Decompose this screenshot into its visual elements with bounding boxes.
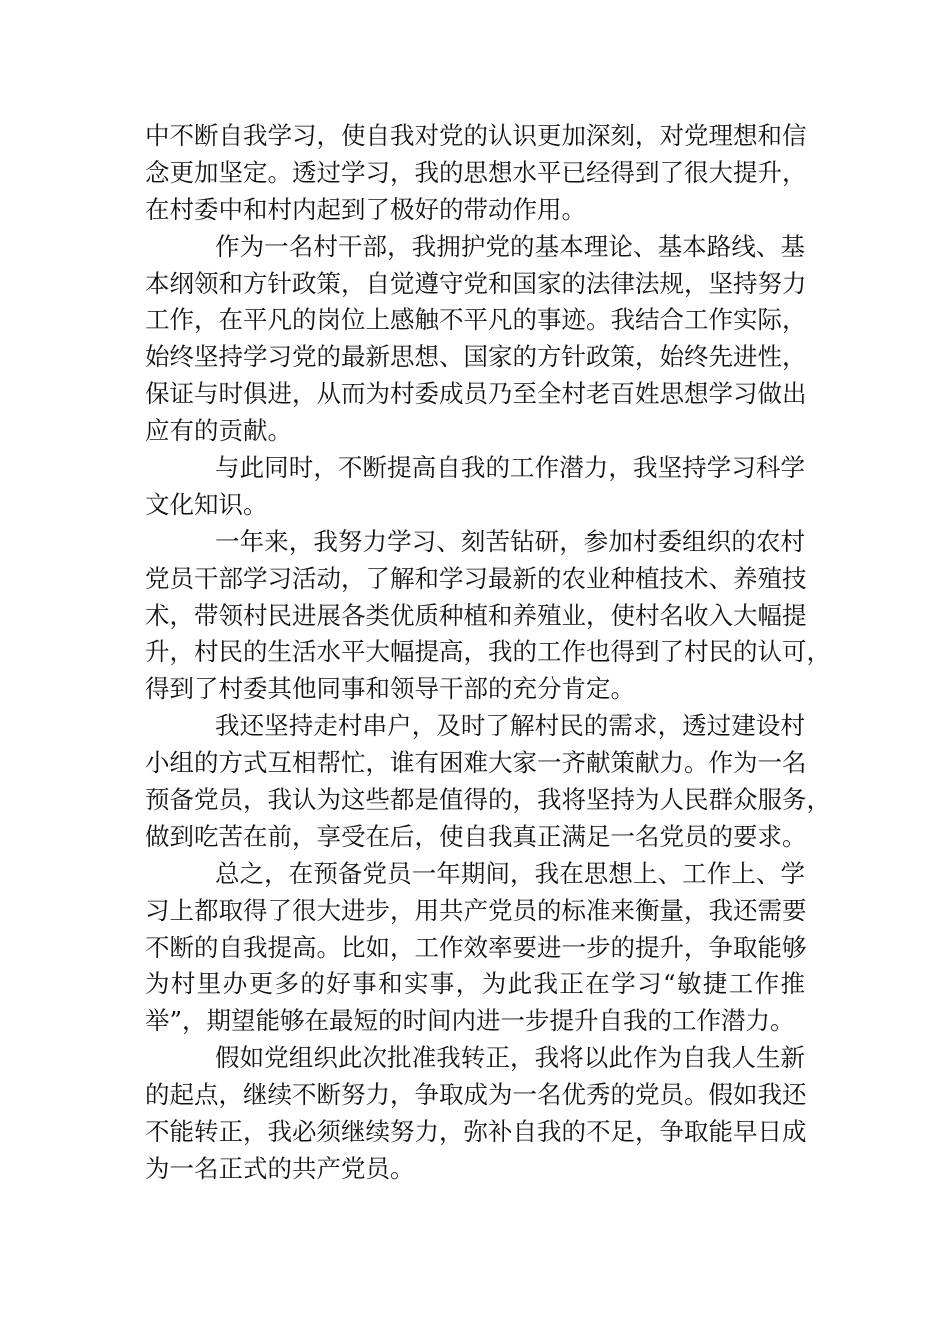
text-line: 假如党组织此次批准我转正，我将以此作为自我人生新	[215, 1043, 806, 1073]
text-line: 为村里办更多的好事和实事，为此我正在学习“敏捷工作推	[145, 969, 807, 999]
text-line: 与此同时，不断提高自我的工作潜力，我坚持学习科学	[215, 453, 806, 483]
paragraph	[145, 708, 831, 856]
text-line: 得到了村委其他同事和领导干部的充分肯定。	[145, 674, 635, 704]
text-line: 一年来，我努力学习、刻苦钻研，参加村委组织的农村	[215, 526, 806, 556]
text-line: 为一名正式的共产党员。	[145, 1153, 415, 1183]
text-line: 文化知识。	[145, 489, 268, 519]
text-line: 中不断自我学习，使自我对党的认识更加深刻，对党理想和信	[145, 121, 807, 150]
text-line: 念更加坚定。透过学习，我的思想水平已经得到了很大提升，	[145, 157, 807, 187]
text-line: 应有的贡献。	[145, 416, 292, 446]
text-line: 本纲领和方针政策，自觉遵守党和国家的法律法规，坚持努力	[145, 268, 807, 298]
text-line: 升，村民的生活水平大幅提高，我的工作也得到了村民的认可，	[145, 637, 831, 667]
paragraph	[145, 856, 805, 1040]
text-line: 不断的自我提高。比如，工作效率要进一步的提升，争取能够	[145, 932, 807, 962]
text-line: 举”，期望能够在最短的时间内进一步提升自我的工作潜力。	[145, 1006, 795, 1036]
document-body	[145, 118, 831, 1188]
paragraph	[145, 1040, 805, 1188]
text-line: 总之，在预备党员一年期间，我在思想上、工作上、学	[215, 858, 806, 888]
paragraph	[145, 118, 805, 229]
paragraph	[145, 229, 805, 450]
text-line: 我还坚持走村串户，及时了解村民的需求，透过建设村	[215, 711, 806, 741]
text-line: 的起点，继续不断努力，争取成为一名优秀的党员。假如我还	[145, 1080, 807, 1110]
text-line: 始终坚持学习党的最新思想、国家的方针政策，始终先进性，	[145, 342, 807, 372]
text-line: 工作，在平凡的岗位上感触不平凡的事迹。我结合工作实际，	[145, 305, 807, 335]
text-line: 党员干部学习活动，了解和学习最新的农业种植技术、养殖技	[145, 563, 807, 593]
text-line: 预备党员，我认为这些都是值得的，我将坚持为人民群众服务，	[145, 785, 831, 815]
paragraph	[145, 524, 831, 708]
text-line: 在村委中和村内起到了极好的带动作用。	[145, 194, 586, 224]
text-line: 习上都取得了很大进步，用共产党员的标准来衡量，我还需要	[145, 895, 807, 925]
text-line: 做到吃苦在前，享受在后，使自我真正满足一名党员的要求。	[145, 821, 807, 851]
text-line: 作为一名村干部，我拥护党的基本理论、基本路线、基	[215, 231, 806, 261]
text-line: 保证与时俱进，从而为村委成员乃至全村老百姓思想学习做出	[145, 379, 807, 409]
text-line: 不能转正，我必须继续努力，弥补自我的不足，争取能早日成	[145, 1117, 807, 1147]
text-line: 术，带领村民进展各类优质种植和养殖业，使村名收入大幅提	[145, 600, 807, 630]
paragraph	[145, 450, 805, 524]
text-line: 小组的方式互相帮忙，谁有困难大家一齐献策献力。作为一名	[145, 748, 807, 778]
